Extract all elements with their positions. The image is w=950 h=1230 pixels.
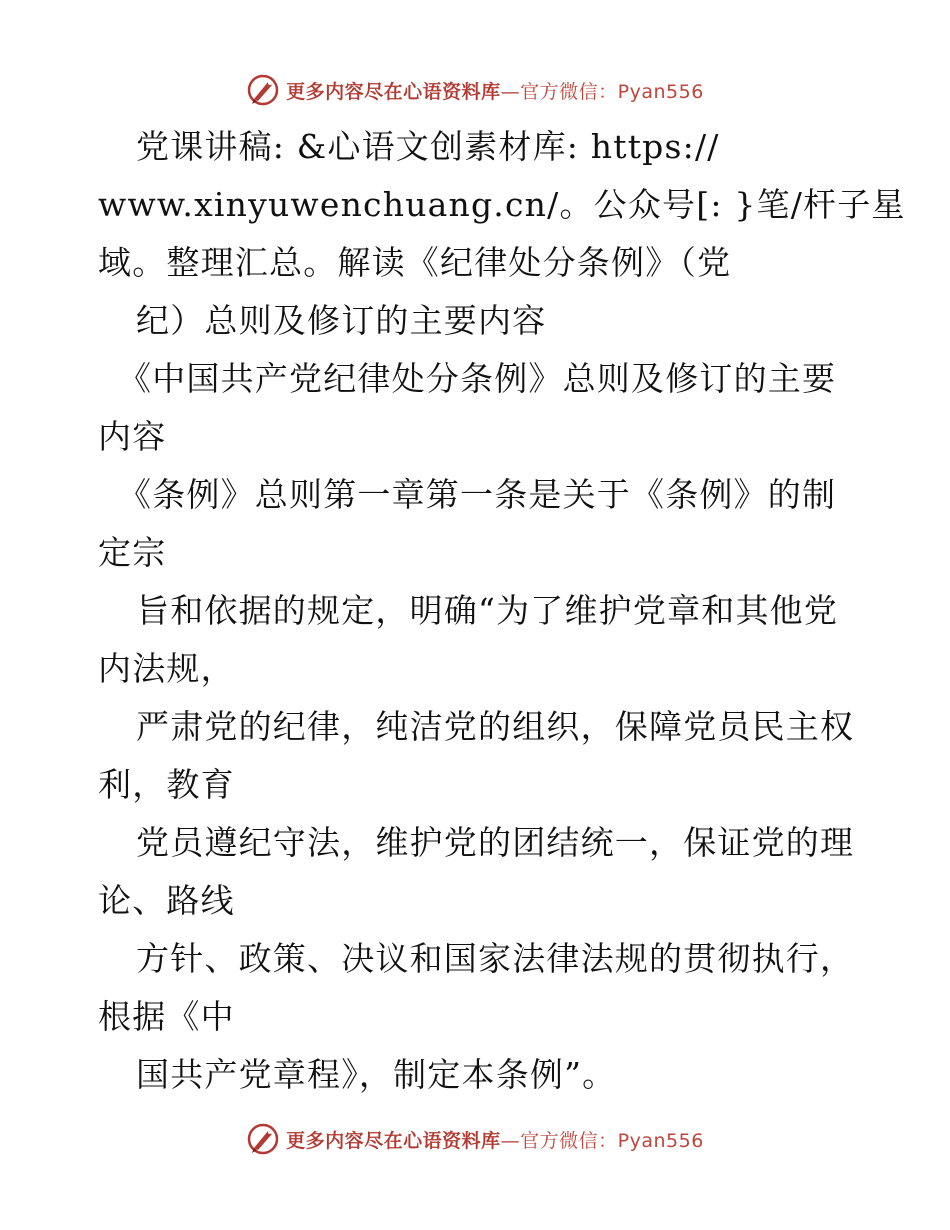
header-banner <box>0 70 950 110</box>
body-line: 内容 <box>98 417 167 456</box>
body-line: 党员遵纪守法，维护党的团结统一，保证党的理 <box>136 823 855 862</box>
body-line: 《条例》总则第一章第一条是关于《条例》的制 <box>118 475 837 514</box>
header-banner-wechat: 官方微信：Pyan556 <box>520 80 704 103</box>
pen-logo-icon <box>246 1122 280 1156</box>
body-line: 《中国共产党纪律处分条例》总则及修订的主要 <box>118 359 837 398</box>
footer-banner-main: 更多内容尽在心语资料库 <box>286 1129 501 1152</box>
body-line: 利，教育 <box>98 765 235 804</box>
body-line: www.xinyuwenchuang.cn/。公众号[: }笔/杆子星 <box>98 185 906 224</box>
body-line: 定宗 <box>98 533 167 572</box>
footer-banner-text <box>286 1126 704 1153</box>
body-line: 纪）总则及修订的主要内容 <box>136 301 547 340</box>
body-line: 论、路线 <box>98 881 235 920</box>
body-line: 方针、政策、决议和国家法律法规的贯彻执行， <box>136 939 855 978</box>
footer-banner-separator: — <box>500 1129 521 1152</box>
body-line: 内法规， <box>98 649 235 688</box>
body-line: 严肃党的纪律，纯洁党的组织，保障党员民主权 <box>136 707 855 746</box>
footer-banner-wechat: 官方微信：Pyan556 <box>520 1129 704 1152</box>
footer-banner <box>0 1119 950 1159</box>
body-line: 旨和依据的规定，明确“为了维护党章和其他党 <box>136 591 839 630</box>
header-banner-main: 更多内容尽在心语资料库 <box>286 80 501 103</box>
body-line: 域。整理汇总。解读《纪律处分条例》（党 <box>98 243 732 282</box>
body-line: 根据《中 <box>98 997 235 1036</box>
body-line: 党课讲稿: &心语文创素材库: https:// <box>136 127 720 166</box>
header-banner-text <box>286 77 704 104</box>
header-banner-separator: — <box>500 80 521 103</box>
body-line: 国共产党章程》，制定本条例”。 <box>136 1055 617 1094</box>
pen-logo-icon <box>246 73 280 107</box>
